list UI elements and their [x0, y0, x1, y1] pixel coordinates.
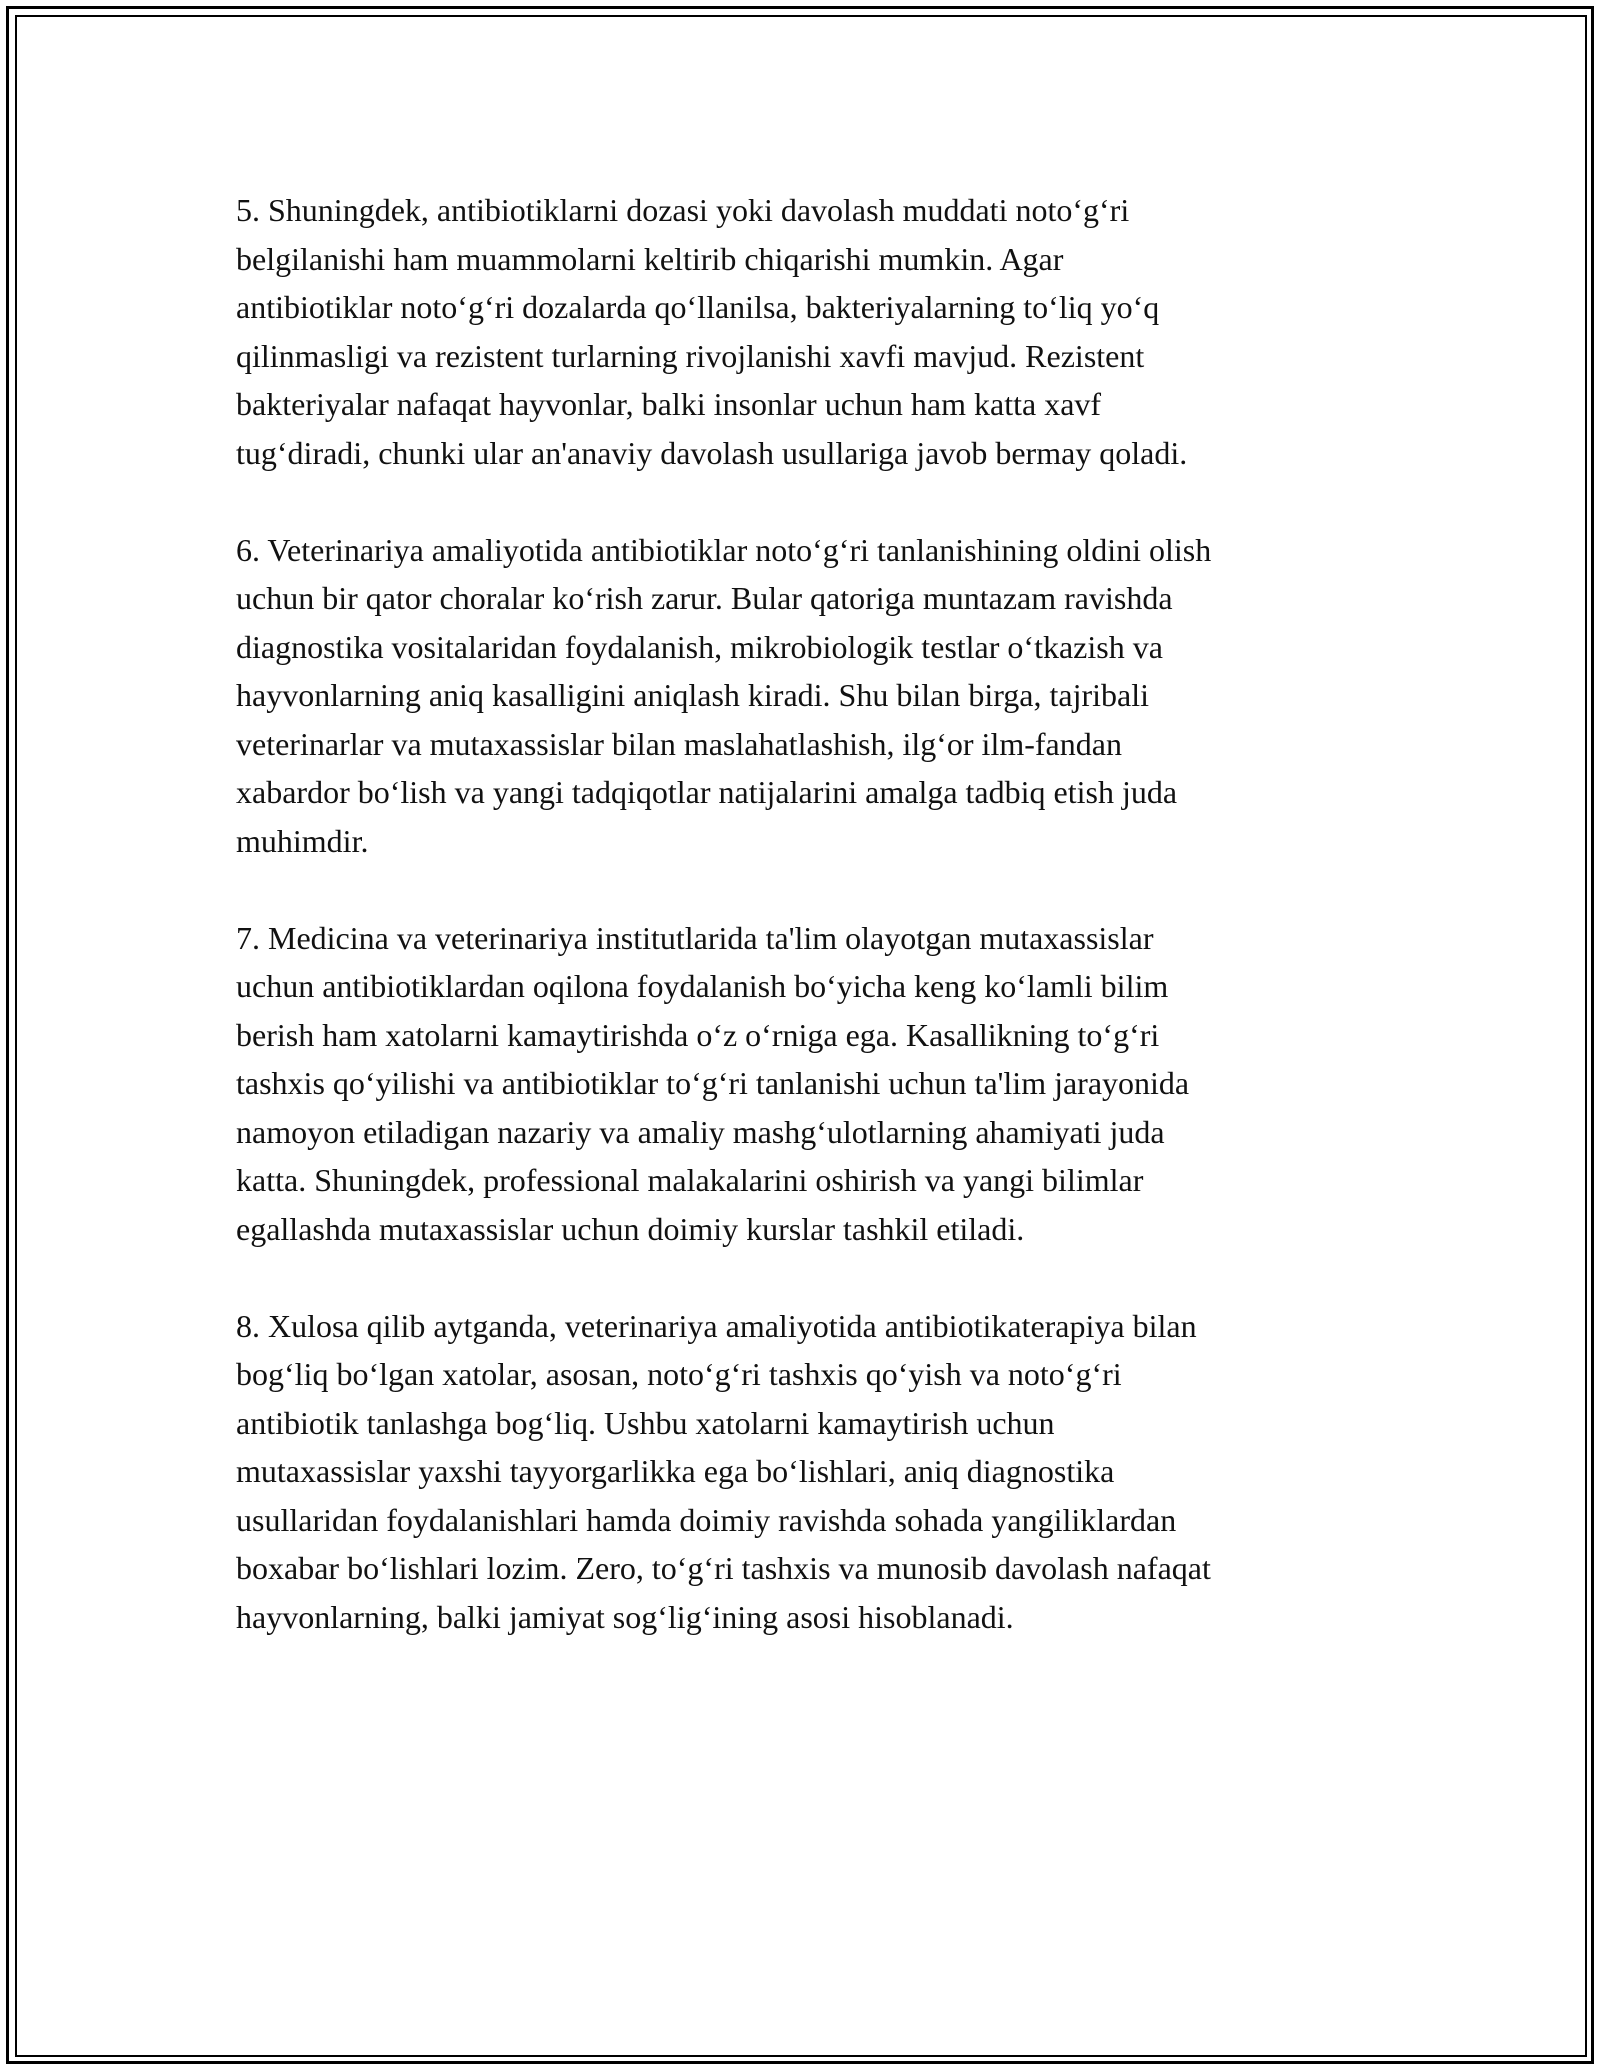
- text-line: qilinmasligi va rezistent turlarning rivojlanishi xavfi mavjud. Rezistent: [236, 337, 1145, 374]
- text-line: diagnostika vositalaridan foydalanish, mikrobiologik testlar o‘tkazish va: [236, 628, 1163, 665]
- text-line: tashxis qo‘yilishi va antibiotiklar to‘g‘ri tanlanishi uchun ta'lim jarayonida: [236, 1065, 1190, 1101]
- text-line: uchun bir qator choralar ko‘rish zarur. Bular qatoriga muntazam ravishda: [236, 580, 1173, 616]
- text-line: muhimdir.: [236, 822, 369, 859]
- paragraph-5: [236, 186, 1366, 477]
- text-line: boxabar bo‘lishlari lozim. Zero, to‘g‘ri tashxis va munosib davolash nafaqat: [236, 1550, 1211, 1586]
- text-line: hayvonlarning aniq kasalligini aniqlash kiradi. Shu bilan birga, tajribali: [236, 677, 1149, 713]
- text-line: 8. Xulosa qilib aytganda, veterinariya amaliyotida antibiotikaterapiya bilan: [236, 1307, 1197, 1344]
- text-line: antibiotiklar noto‘g‘ri dozalarda qo‘llanilsa, bakteriyalarning to‘liq yo‘q: [236, 289, 1160, 325]
- text-line: katta. Shuningdek, professional malakalarini oshirish va yangi bilimlar: [236, 1162, 1144, 1198]
- text-line: uchun antibiotiklardan oqilona foydalanish bo‘yicha keng ko‘lamli bilim: [236, 968, 1169, 1004]
- text-line: belgilanishi ham muammolarni keltirib chiqarishi mumkin. Agar: [236, 240, 1064, 277]
- text-line: berish ham xatolarni kamaytirishda o‘z o‘rniga ega. Kasallikning to‘g‘ri: [236, 1016, 1160, 1053]
- text-line: 7. Medicina va veterinariya institutlarida ta'lim olayotgan mutaxassislar: [236, 919, 1154, 956]
- paragraph-6: [236, 526, 1366, 866]
- text-line: tug‘diradi, chunki ular an'anaviy davolash usullariga javob bermay qoladi.: [236, 434, 1188, 471]
- text-line: namoyon etiladigan nazariy va amaliy mashg‘ulotlarning ahamiyati juda: [236, 1113, 1165, 1150]
- text-line: antibiotik tanlashga bog‘liq. Ushbu xatolarni kamaytirish uchun: [236, 1404, 1055, 1441]
- paragraph-8: [236, 1302, 1366, 1642]
- text-line: usullaridan foydalanishlari hamda doimiy ravishda sohada yangiliklardan: [236, 1501, 1177, 1538]
- text-line: 5. Shuningdek, antibiotiklarni dozasi yoki davolash muddati noto‘g‘ri: [236, 192, 1130, 228]
- text-line: bog‘liq bo‘lgan xatolar, asosan, noto‘g‘ri tashxis qo‘yish va noto‘g‘ri: [236, 1356, 1122, 1392]
- text-line: hayvonlarning, balki jamiyat sog‘lig‘ining asosi hisoblanadi.: [236, 1598, 1014, 1635]
- text-line: xabardor bo‘lish va yangi tadqiqotlar natijalarini amalga tadbiq etish juda: [236, 774, 1178, 810]
- text-line: mutaxassislar yaxshi tayyorgarlikka ega bo‘lishlari, aniq diagnostika: [236, 1453, 1115, 1489]
- text-line: egallashda mutaxassislar uchun doimiy kurslar tashkil etiladi.: [236, 1210, 1025, 1247]
- text-line: bakteriyalar nafaqat hayvonlar, balki insonlar uchun ham katta xavf: [236, 386, 1102, 422]
- text-line: veterinarlar va mutaxassislar bilan maslahatlashish, ilg‘or ilm-fandan: [236, 725, 1122, 762]
- paragraph-7: [236, 914, 1366, 1254]
- document-body: [236, 186, 1366, 1690]
- text-line: 6. Veterinariya amaliyotida antibiotiklar noto‘g‘ri tanlanishining oldini olish: [236, 531, 1212, 568]
